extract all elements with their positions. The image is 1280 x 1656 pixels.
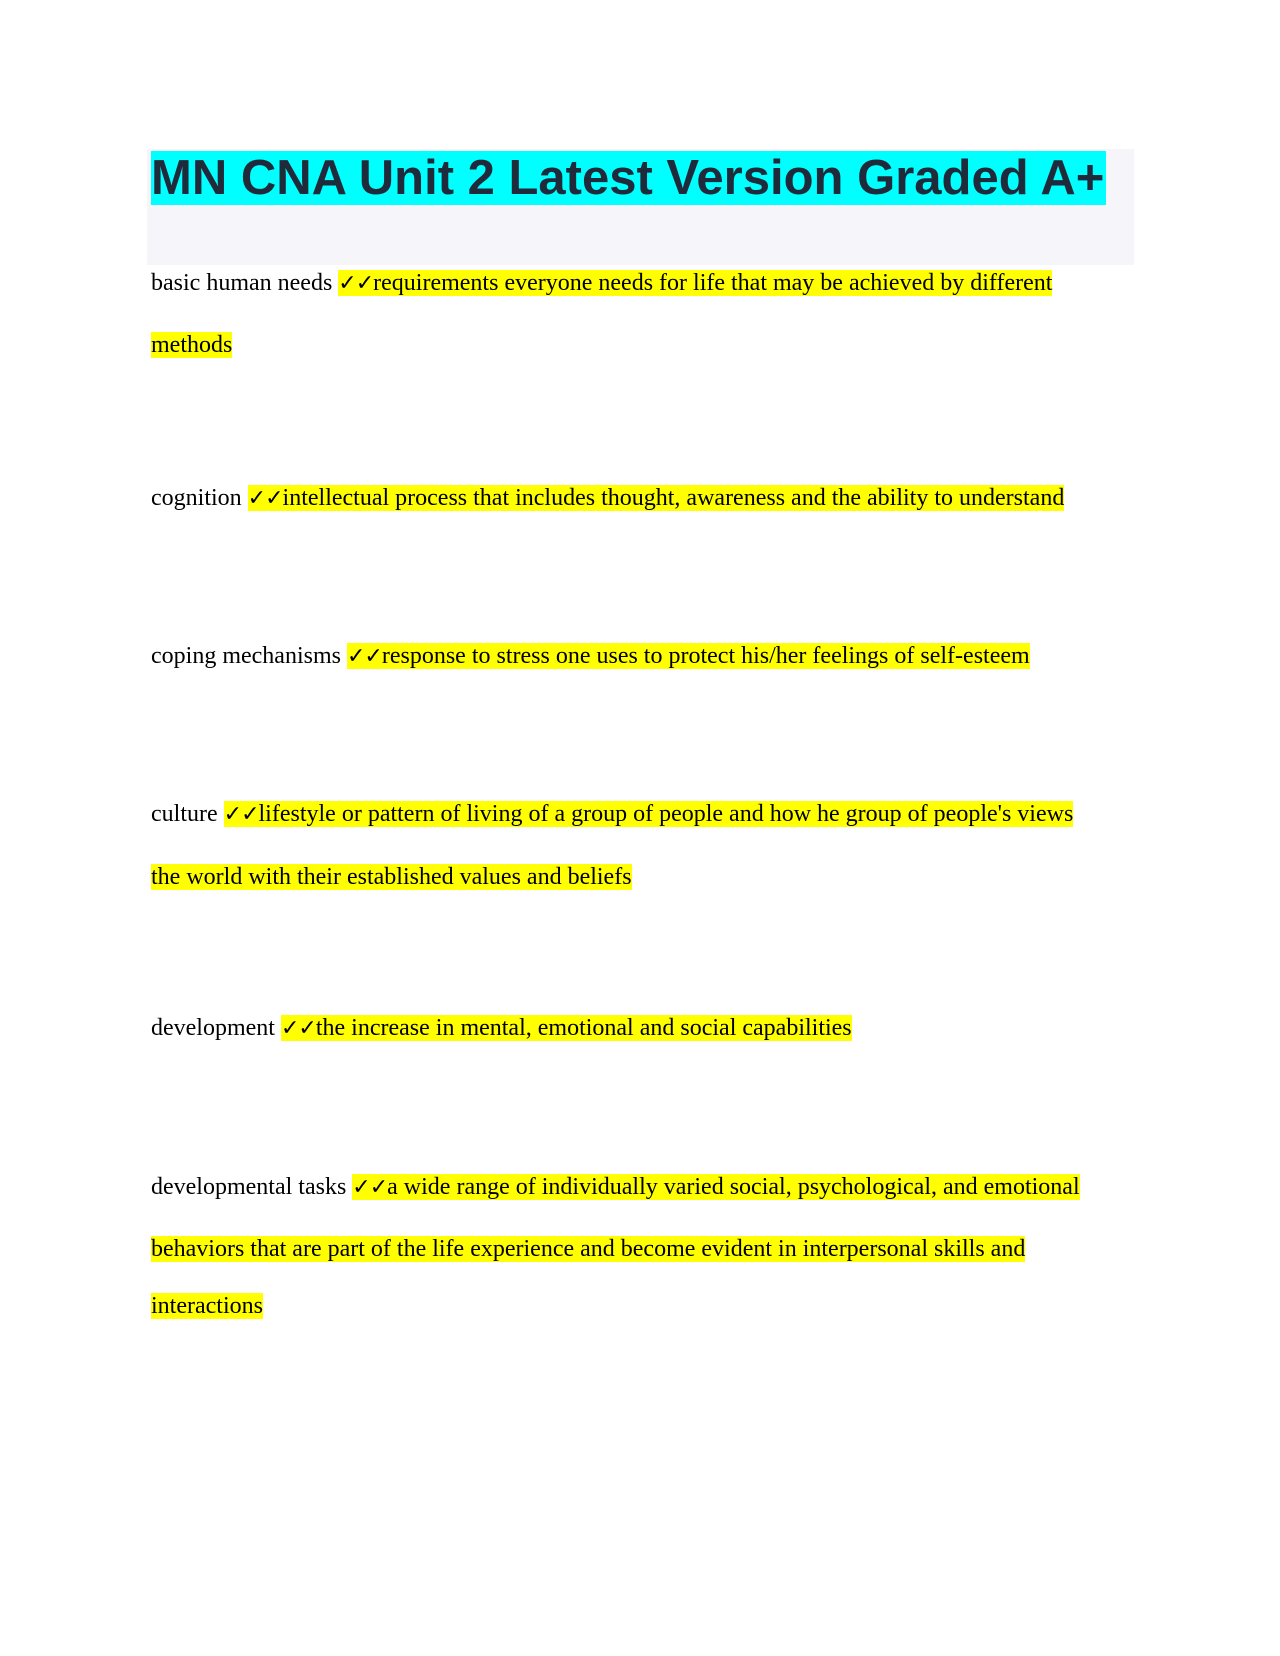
entry-term: cognition [151,485,242,511]
entry-definition: ✓✓intellectual process that includes thought, awareness and the ability to understand [247,485,1065,511]
entry-definition: ✓✓the increase in mental, emotional and social capabilities [280,1015,852,1041]
entry-line [151,1291,263,1322]
check-marks-icon: ✓✓ [352,1175,388,1200]
entry-line [151,799,1073,830]
entry-term: coping mechanisms [151,643,341,669]
entry-line [151,268,1052,299]
entry-definition: ✓✓lifestyle or pattern of living of a group of people and how he group of people's views [223,801,1074,827]
document-title: MN CNA Unit 2 Latest Version Graded A+ [151,151,1105,205]
entry-definition-continued: interactions [151,1293,263,1319]
check-marks-icon: ✓✓ [223,802,259,827]
entry-line [151,1172,1080,1203]
entry-term: culture [151,801,218,827]
check-marks-icon: ✓✓ [280,1016,316,1041]
entry-term: developmental tasks [151,1174,347,1200]
entry-term: development [151,1015,275,1041]
entry-definition: ✓✓a wide range of individually varied social, psychological, and emotional [352,1174,1080,1200]
entry-line [151,483,1064,514]
entry-definition: ✓✓requirements everyone needs for life that may be achieved by different [338,270,1053,296]
entry-definition: ✓✓response to stress one uses to protect his/her feelings of self-esteem [346,643,1030,669]
entry-line [151,1013,852,1044]
entry-term: basic human needs [151,270,333,296]
entry-definition-continued: the world with their established values and beliefs [151,864,632,890]
entry-line [151,330,232,361]
check-marks-icon: ✓✓ [346,644,382,669]
entry-definition-continued: methods [151,332,233,358]
title-block [147,149,1134,265]
entry-line [151,862,632,893]
entry-line [151,1234,1025,1265]
entry-line [151,641,1030,672]
check-marks-icon: ✓✓ [338,271,374,296]
check-marks-icon: ✓✓ [247,486,283,511]
entry-definition-continued: behaviors that are part of the life experience and become evident in interpersonal skills and [151,1236,1026,1262]
